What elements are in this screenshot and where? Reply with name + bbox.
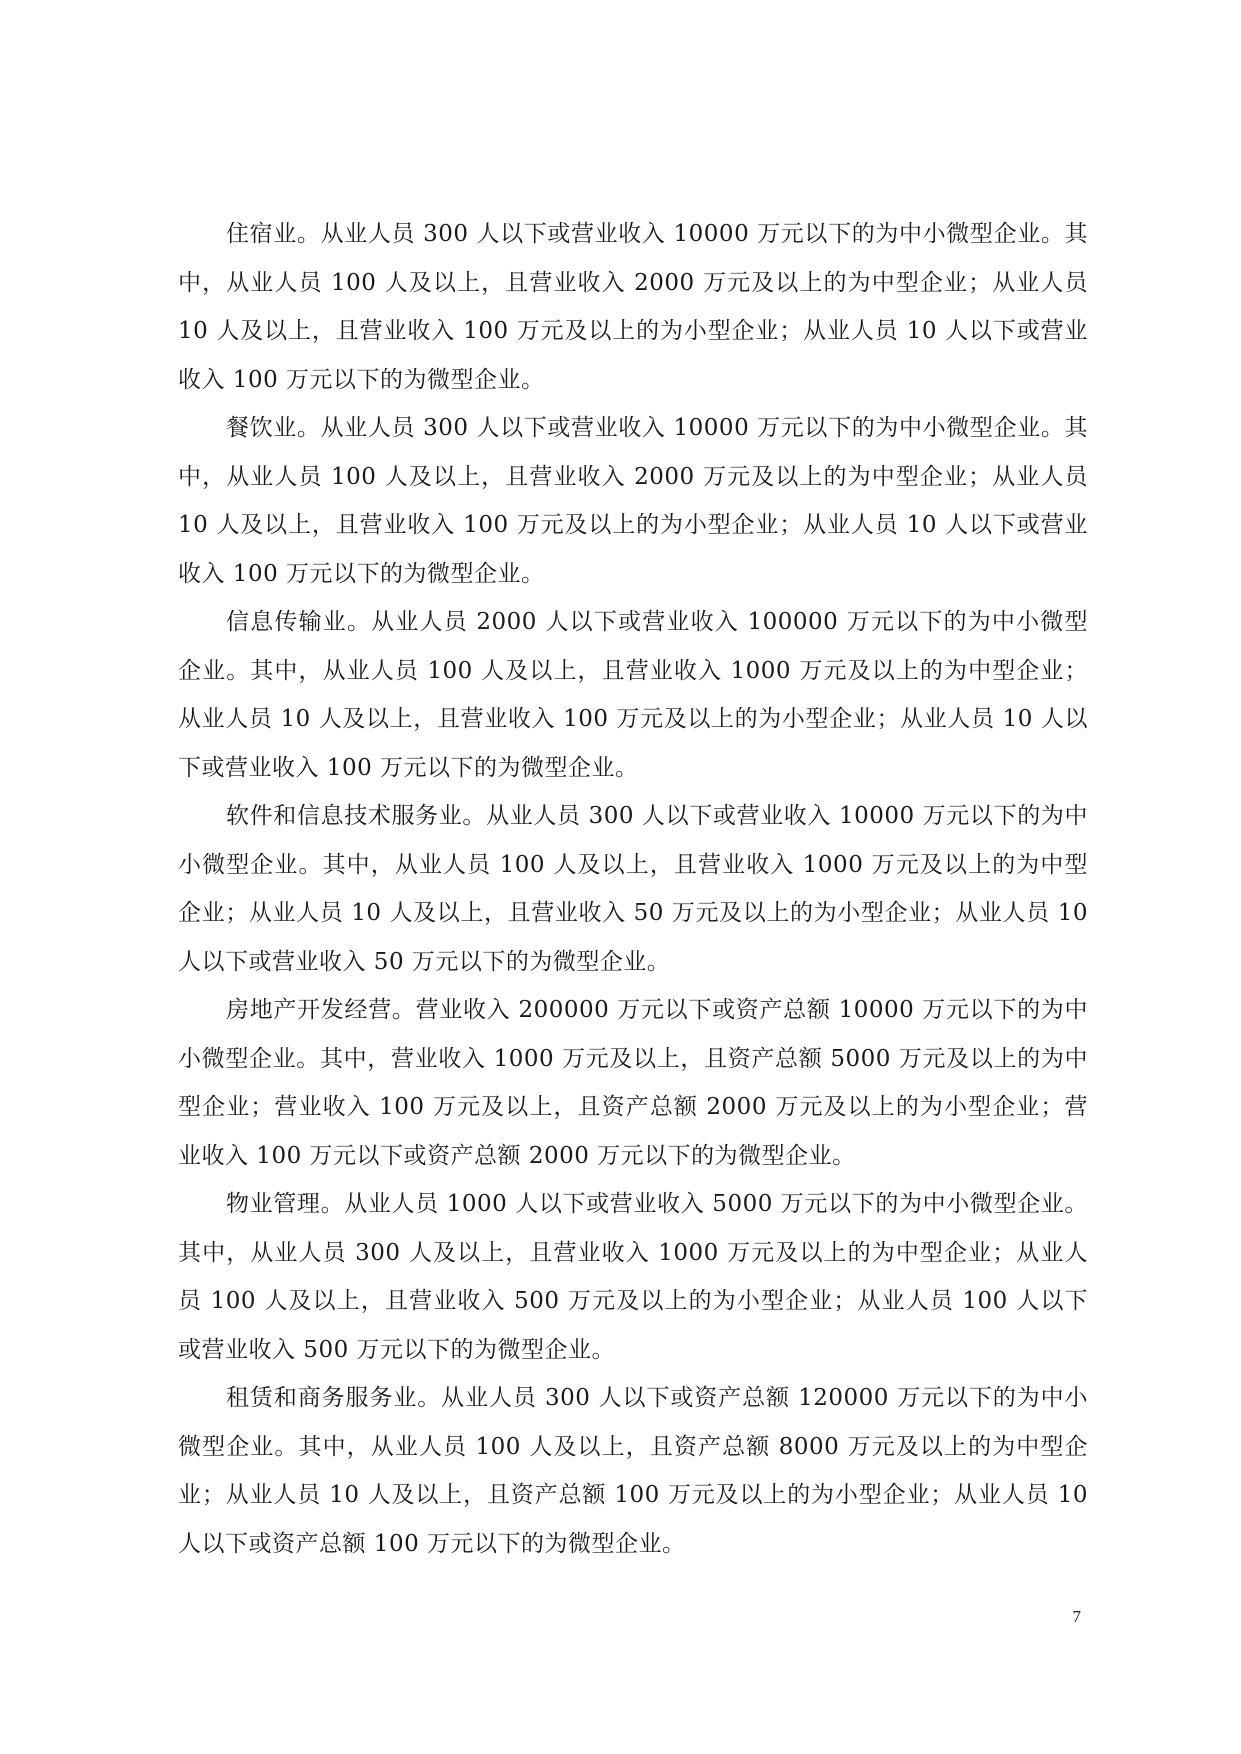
paragraph-catering: 餐饮业。从业人员 300 人以下或营业收入 10000 万元以下的为中小微型企业。其中，从业人员 100 人及以上，且营业收入 2000 万元及以上的为中型企业；从业人员 10 人及以上，且营业收入 100 万元及以上的为小型企业；从业人员 10 人以下或营业收入 100 万元以下的为微型企业。 bbox=[178, 415, 1088, 587]
paragraph-property-management: 物业管理。从业人员 1000 人以下或营业收入 5000 万元以下的为中小微型企业。其中，从业人员 300 人及以上，且营业收入 1000 万元及以上的为中型企业；从业人员 100 人及以上，且营业收入 500 万元及以上的为小型企业；从业人员 100 人以下或营业收入 500 万元以下的为微型企业。 bbox=[178, 1191, 1088, 1363]
paragraph-information-transmission: 信息传输业。从业人员 2000 人以下或营业收入 100000 万元以下的为中小微型企业。其中，从业人员 100 人及以上，且营业收入 1000 万元及以上的为中型企业；从业人员 10 人及以上，且营业收入 100 万元及以上的为小型企业；从业人员 10 人以下或营业收入 100 万元以下的为微型企业。 bbox=[178, 609, 1088, 781]
paragraph-leasing-business-services: 租赁和商务服务业。从业人员 300 人以下或资产总额 120000 万元以下的为中小微型企业。其中，从业人员 100 人及以上，且资产总额 8000 万元及以上的为中型企业；从业人员 10 人及以上，且资产总额 100 万元及以上的为小型企业；从业人员 10 人以下或资产总额 100 万元以下的为微型企业。 bbox=[178, 1385, 1088, 1557]
paragraph-software-it-services: 软件和信息技术服务业。从业人员 300 人以下或营业收入 10000 万元以下的为中小微型企业。其中，从业人员 100 人及以上，且营业收入 1000 万元及以上的为中型企业；从业人员 10 人及以上，且营业收入 50 万元及以上的为小型企业；从业人员 10 人以下或营业收入 50 万元以下的为微型企业。 bbox=[178, 803, 1088, 975]
paragraph-real-estate-development: 房地产开发经营。营业收入 200000 万元以下或资产总额 10000 万元以下的为中小微型企业。其中，营业收入 1000 万元及以上，且资产总额 5000 万元及以上的为中型企业；营业收入 100 万元及以上，且资产总额 2000 万元及以上的为小型企业；营业收入 100 万元以下或资产总额 2000 万元以下的为微型企业。 bbox=[178, 997, 1088, 1169]
page-number: 7 bbox=[1072, 1607, 1081, 1626]
document-body bbox=[178, 210, 1088, 1568]
paragraph-accommodation: 住宿业。从业人员 300 人以下或营业收入 10000 万元以下的为中小微型企业。其中，从业人员 100 人及以上，且营业收入 2000 万元及以上的为中型企业；从业人员 10 人及以上，且营业收入 100 万元及以上的为小型企业；从业人员 10 人以下或营业收入 100 万元以下的为微型企业。 bbox=[178, 221, 1088, 393]
